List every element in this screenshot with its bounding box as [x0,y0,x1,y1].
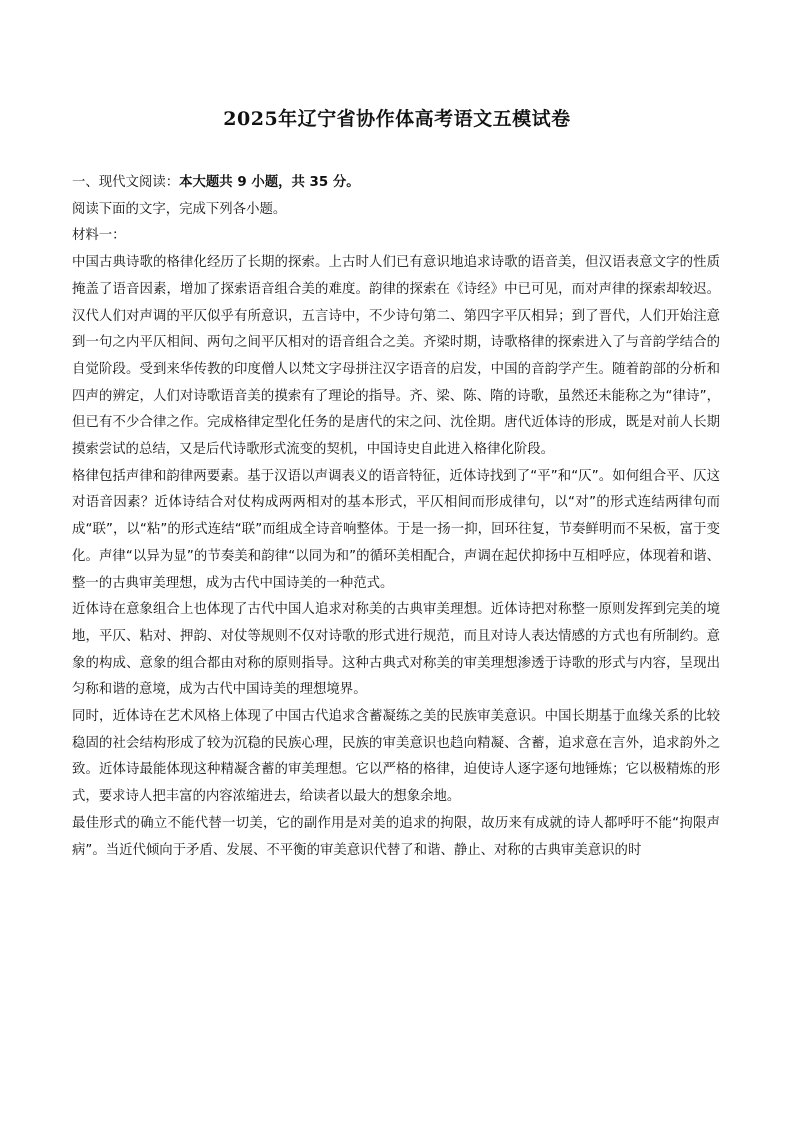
section-lead: 一、现代文阅读： [72,175,180,190]
paragraph: 最佳形式的确立不能代替一切美，它的副作用是对美的追求的拘限，故历来有成就的诗人都呼吁不能“拘限声病”。当近代倾向于矛盾、发展、不平衡的审美意识代替了和谐、静止、对称的古典审美意识的时 [72,815,720,858]
material-label: 材料一： [72,228,126,244]
document-body [72,170,720,864]
section-heading [72,170,720,197]
paragraph: 近体诗在意象组合上也体现了古代中国人追求对称美的古典审美理想。近体诗把对称整一原则发挥到完美的境地，平仄、粘对、押韵、对仗等规则不仅对诗歌的形式进行规范，而且对诗人表达情感的方式也有所制约。意象的构成、意象的组合都由对称的原则指导。这种古典式对称美的审美理想渗透于诗歌的形式与内容，呈现出匀称和谐的意境，成为古代中国诗美的理想境界。 [72,602,720,698]
section-rule: 本大题共 9 小题，共 35 分。 [179,175,360,190]
paragraph: 同时，近体诗在艺术风格上体现了中国古代追求含蓄凝练之美的民族审美意识。中国长期基于血缘关系的比较稳固的社会结构形成了较为沉稳的民族心理，民族的审美意识也趋向精凝、含蓄，追求意在言外，追求韵外之致。近体诗最能体现这种精凝含蓄的审美理想。它以严格的格律，迫使诗人逐字逐句地锤炼；它以极精炼的形式，要求诗人把丰富的内容浓缩进去，给读者以最大的想象余地。 [72,709,720,805]
document-title: 2025年辽宁省协作体高考语文五模试卷 [223,108,571,130]
paragraph: 格律包括声律和韵律两要素。基于汉语以声调表义的语音特征，近体诗找到了“平”和“仄”。如何组合平、仄这对语音因素？近体诗结合对仗构成两两相对的基本形式，平仄相间而形成律句，以“对”的形式连结两律句而成“联”，以“粘”的形式连结“联”而组成全诗音响整体。于是一扬一抑，回环往复，节奏鲜明而不呆板，富于变化。声律“以异为显”的节奏美和韵律“以同为和”的循环美相配合，声调在起伏抑扬中互相呼应，体现着和谐、整一的古典审美理想，成为古代中国诗美的一种范式。 [72,468,720,591]
reading-instruction: 阅读下面的文字，完成下列各小题。 [72,201,287,217]
paragraph: 中国古典诗歌的格律化经历了长期的探索。上古时人们已有意识地追求诗歌的语音美，但汉语表意文字的性质掩盖了语音因素，增加了探索语音组合美的难度。韵律的探索在《诗经》中已可见，而对声律的探索却较迟。汉代人们对声调的平仄似乎有所意识，五言诗中，不少诗句第二、第四字平仄相异；到了晋代，人们开始注意到一句之内平仄相间、两句之间平仄相对的语音组合之美。齐梁时期，诗歌格律的探索进入了与音韵学结合的自觉阶段。受到来华传教的印度僧人以梵文字母拼注汉字语音的启发，中国的音韵学产生。随着韵部的分析和四声的辨定，人们对诗歌语音美的摸索有了理论的指导。齐、梁、陈、隋的诗歌，虽然还未能称之为“律诗”，但已有不少合律之作。完成格律定型化任务的是唐代的宋之问、沈佺期。唐代近体诗的形成，既是对前人长期摸索尝试的总结，又是后代诗歌形式流变的契机，中国诗史自此进入格律化阶段。 [72,255,720,458]
